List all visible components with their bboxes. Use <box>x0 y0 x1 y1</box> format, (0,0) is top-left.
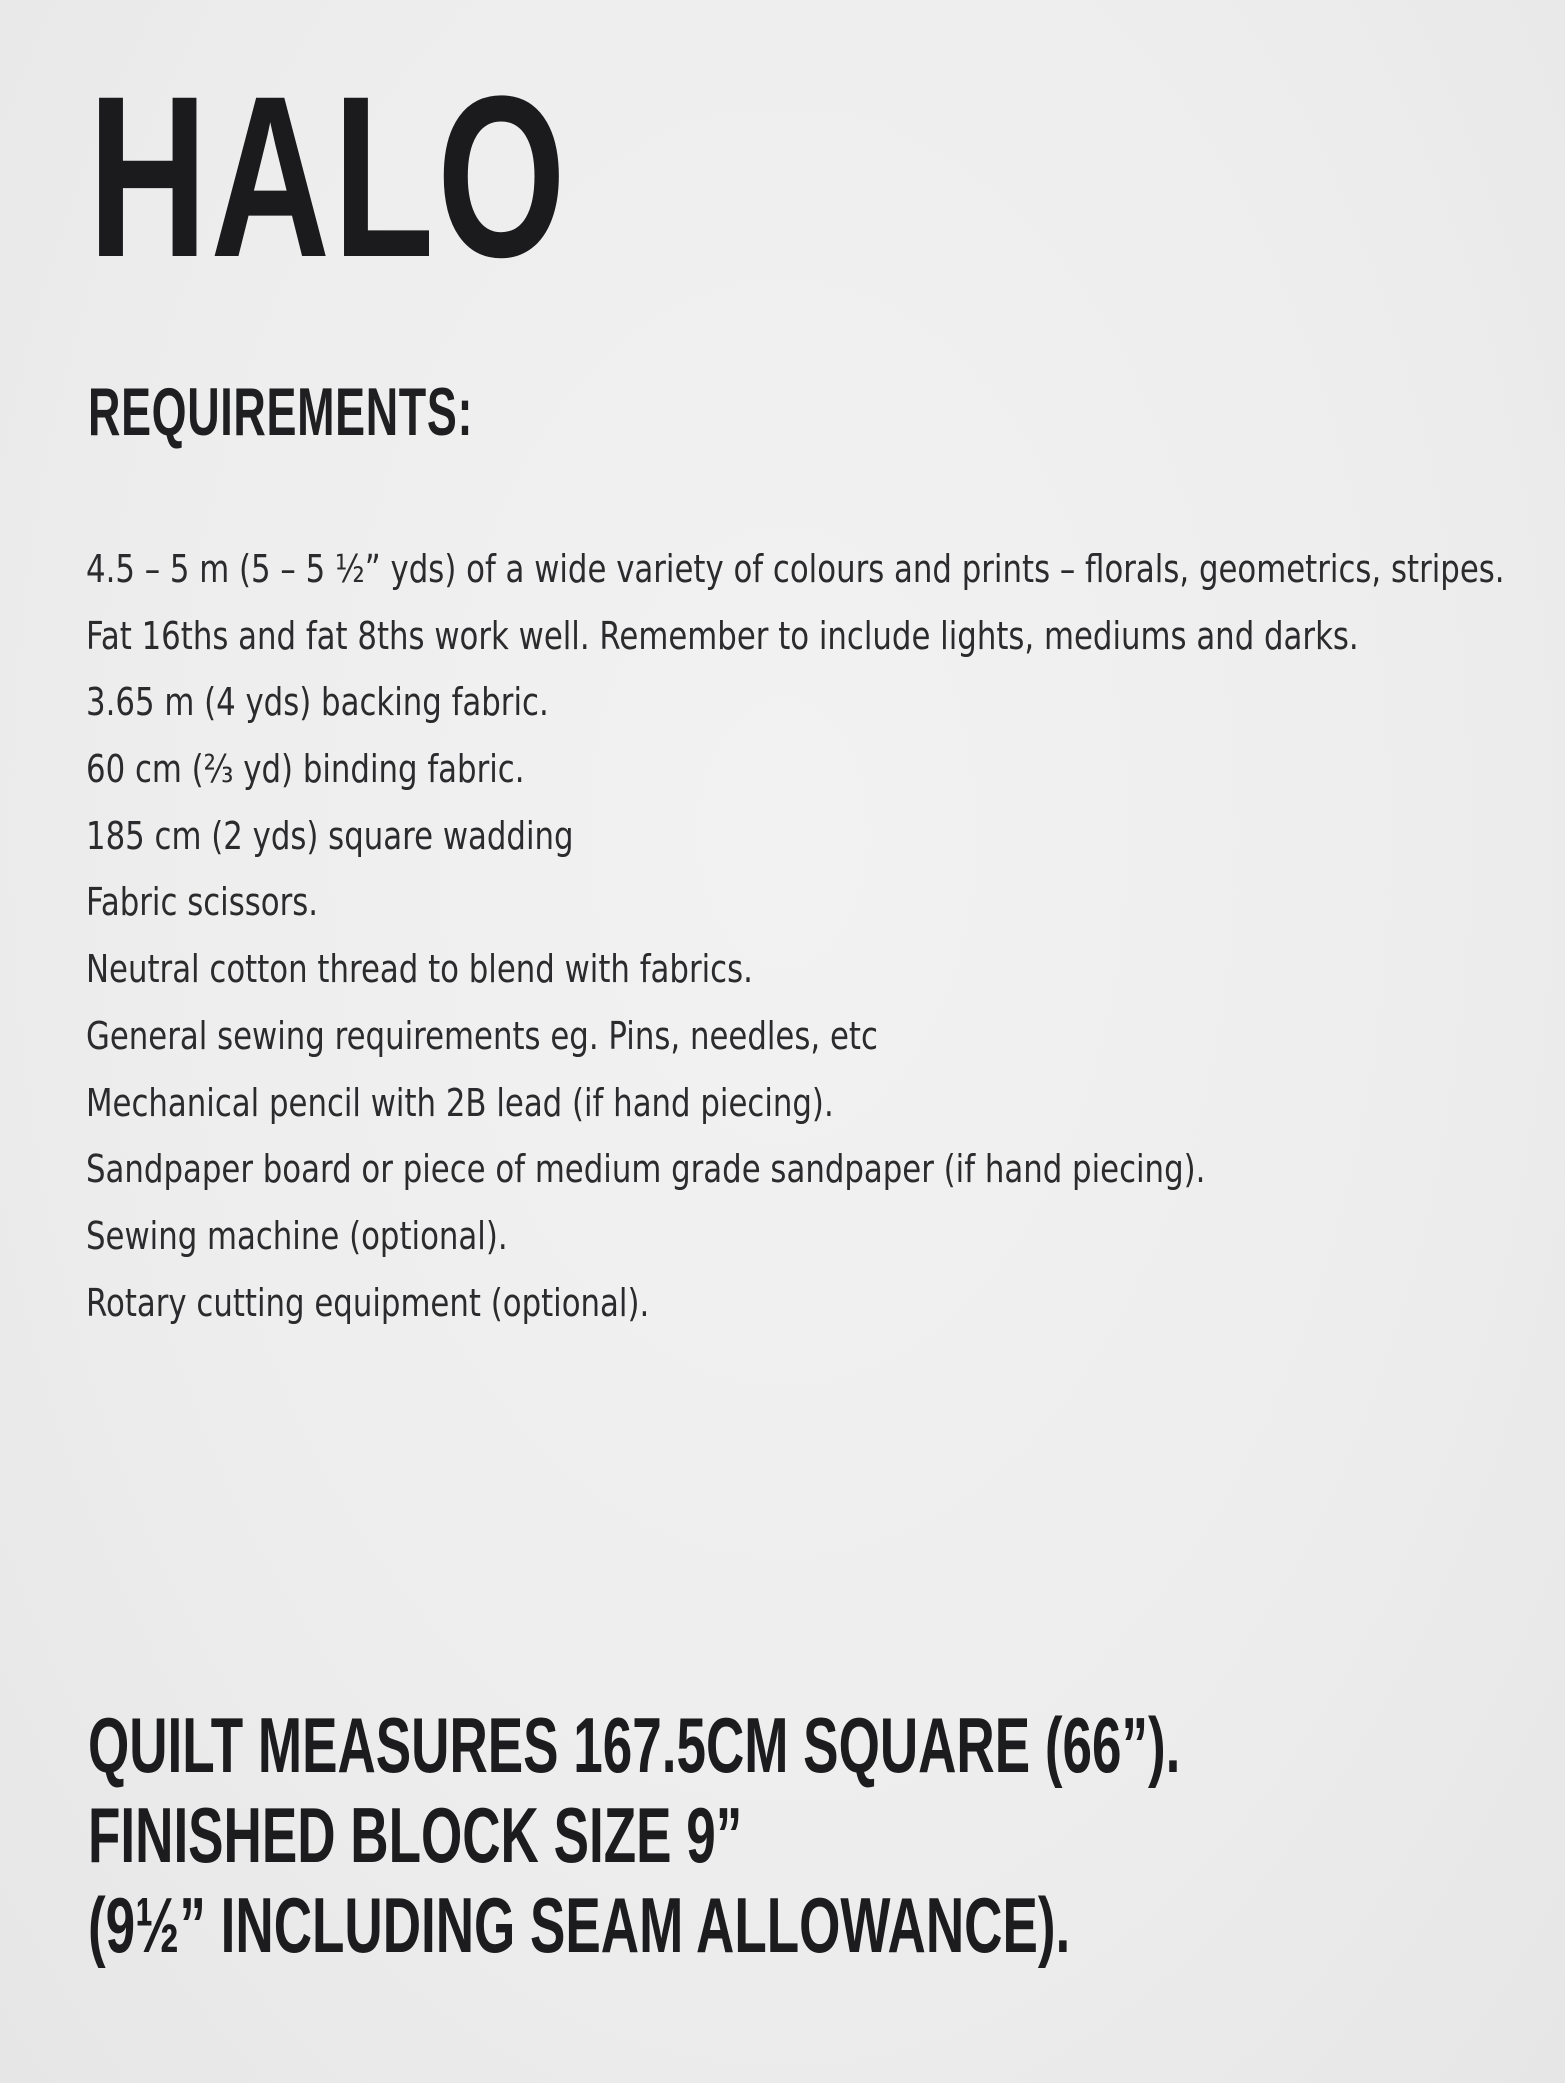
list-item: Fat 16ths and fat 8ths work well. Remember to include lights, mediums and darks. <box>86 613 1359 658</box>
list-item: Rotary cutting equipment (optional). <box>86 1280 650 1325</box>
list-item: Fabric scissors. <box>86 880 319 925</box>
list-item: General sewing requirements eg. Pins, needles, etc <box>86 1013 878 1058</box>
seam-allowance-line: (9½” INCLUDING SEAM ALLOWANCE). <box>88 1881 1071 1969</box>
quilt-measures <box>88 1700 1565 1970</box>
requirements-list <box>86 536 1556 1336</box>
requirements-heading: REQUIREMENTS: <box>88 374 474 450</box>
list-item: 185 cm (2 yds) square wadding <box>86 813 574 858</box>
block-size-line: FINISHED BLOCK SIZE 9” <box>88 1791 743 1879</box>
quilt-size-line: QUILT MEASURES 167.5CM SQUARE (66”). <box>88 1701 1181 1789</box>
list-item: 4.5 – 5 m (5 – 5 ½” yds) of a wide variety of colours and prints – florals, geometrics, stripes. <box>86 547 1505 591</box>
list-item: Sandpaper board or piece of medium grade sandpaper (if hand piecing). <box>86 1147 1206 1192</box>
page-title: HALO <box>88 48 569 305</box>
list-item: Mechanical pencil with 2B lead (if hand piecing). <box>86 1080 834 1125</box>
list-item: Neutral cotton thread to blend with fabrics. <box>86 947 753 992</box>
list-item: 3.65 m (4 yds) backing fabric. <box>86 680 549 725</box>
list-item: 60 cm (⅔ yd) binding fabric. <box>86 747 525 792</box>
list-item: Sewing machine (optional). <box>86 1213 508 1258</box>
